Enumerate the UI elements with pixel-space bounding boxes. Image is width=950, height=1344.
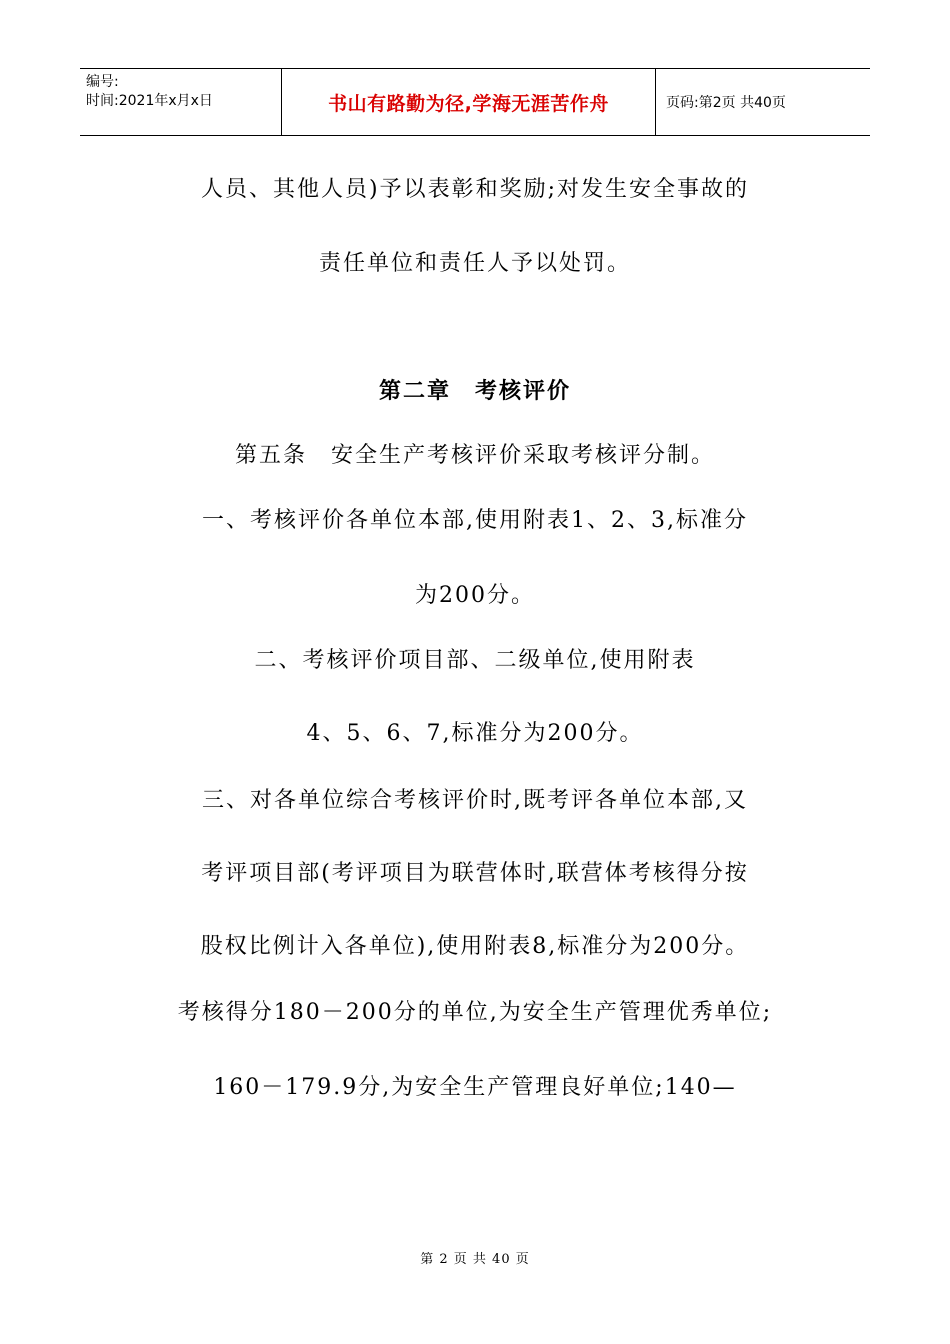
chapter-title: 第二章 考核评价 [378, 379, 571, 404]
body-line-8: 4、5、6、7,标准分为200分。 [306, 721, 644, 746]
document-number-label: 编号: [86, 74, 119, 90]
header-page-info: 页码:第2页 共40页 [666, 95, 786, 111]
document-date: 时间:2021年x月x日 [86, 93, 213, 109]
body-line-7: 二、考核评价项目部、二级单位,使用附表 [254, 648, 696, 673]
body-line-12: 考核得分180－200分的单位,为安全生产管理优秀单位; [177, 1000, 773, 1025]
body-line-6: 为200分。 [415, 583, 535, 608]
page-header [80, 68, 870, 136]
body-line-4: 第五条 安全生产考核评价采取考核评分制。 [234, 443, 715, 468]
body-line-9: 三、对各单位综合考核评价时,既考评各单位本部,又 [202, 788, 748, 813]
header-motto: 书山有路勤为径,学海无涯苦作舟 [282, 69, 656, 135]
page-footer: 第 2 页 共 40 页 [420, 1252, 530, 1267]
body-line-1: 人员、其他人员)予以表彰和奖励;对发生安全事故的 [201, 177, 749, 202]
body-line-10: 考评项目部(考评项目为联营体时,联营体考核得分按 [201, 861, 749, 886]
body-line-2: 责任单位和责任人予以处罚。 [318, 251, 631, 276]
body-line-13: 160－179.9分,为安全生产管理良好单位;140— [213, 1075, 737, 1100]
body-line-5: 一、考核评价各单位本部,使用附表1、2、3,标准分 [202, 508, 748, 533]
body-line-11: 股权比例计入各单位),使用附表8,标准分为200分。 [200, 934, 750, 959]
header-meta [80, 69, 282, 135]
